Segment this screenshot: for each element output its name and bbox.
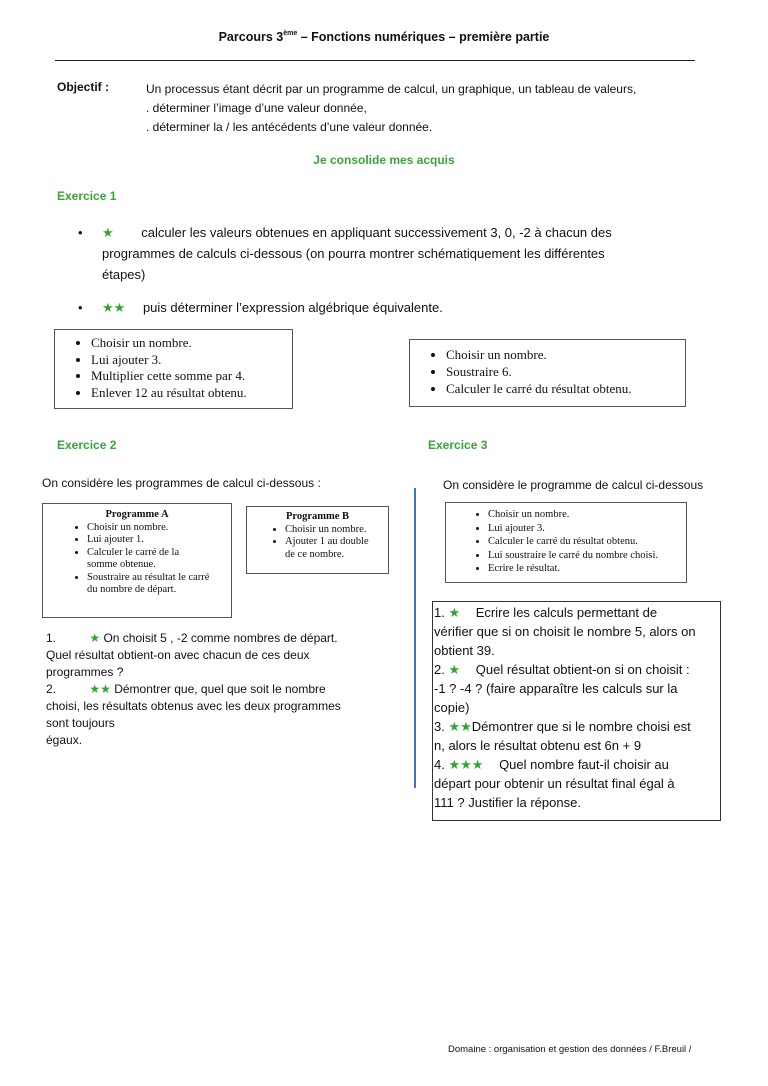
footer-text: Domaine : organisation et gestion des données / F.Breuil / <box>448 1044 692 1055</box>
title-text: Parcours 3 <box>218 30 284 44</box>
objective-line: . déterminer l’image d’une valeur donnée, <box>146 101 367 115</box>
program-a-box <box>42 503 232 618</box>
question-text: On choisit 5 , -2 comme nombres de départ. <box>103 631 338 645</box>
star-icon: ★ <box>448 662 461 677</box>
star-icon: ★★ <box>89 682 111 696</box>
question-4 <box>434 755 720 774</box>
question-number: 1. <box>46 631 57 645</box>
exercise-2-questions <box>46 630 376 749</box>
question-text: Démontrer que, quel que soit le nombre <box>114 682 326 696</box>
page-title <box>0 30 768 44</box>
question-text: Quel résultat obtient-on avec chacun de ces deux <box>46 648 310 662</box>
question-text: Quel résultat obtient-on si on choisit : <box>475 662 690 677</box>
program-a-title: Programme A <box>105 509 169 520</box>
program-step: • Calculer le carré du résultat obtenu. <box>446 380 685 397</box>
exercise-2-title: Exercice 2 <box>57 438 117 452</box>
question-text: obtient 39. <box>434 643 495 658</box>
program-step: • Lui ajouter 3. <box>91 352 292 369</box>
question-number: 4. <box>434 757 445 772</box>
star-icon: ★ <box>102 225 114 240</box>
program-step: • Choisir un nombre. <box>446 346 685 363</box>
program-step: • Choisir un nombre. <box>285 524 388 537</box>
item-text: puis déterminer l’expression algébrique équivalente. <box>142 300 443 315</box>
question-3 <box>434 717 720 736</box>
bullet: • <box>78 300 83 315</box>
title-suffix: – Fonctions numériques – première partie <box>297 30 550 44</box>
question-text: Démontrer que si le nombre choisi est <box>471 719 691 734</box>
program-box-2 <box>409 339 686 407</box>
objective-line: Un processus étant décrit par un programme de calcul, un graphique, un tableau de valeurs, <box>146 82 637 96</box>
exercise-1-item-2 <box>78 297 698 318</box>
question-1 <box>434 603 720 622</box>
bullet: • <box>78 225 83 240</box>
question-text: Quel nombre faut-il choisir au <box>499 757 669 772</box>
program-step: • Soustraire 6. <box>446 363 685 380</box>
program-step: • Calculer le carré de la somme obtenue. <box>87 547 187 572</box>
question-text: égaux. <box>46 733 83 747</box>
star-icon: ★★ <box>448 719 472 734</box>
question-text: programmes ? <box>46 665 124 679</box>
program-step: • Calculer le carré du résultat obtenu. <box>488 535 686 549</box>
star-icon: ★ <box>89 631 101 645</box>
question-text: 111 ? Justifier la réponse. <box>434 795 581 810</box>
question-1 <box>46 630 376 647</box>
question-number: 2. <box>434 662 445 677</box>
question-number: 1. <box>434 605 445 620</box>
program-box-1 <box>54 329 293 409</box>
program-step: • Choisir un nombre. <box>87 522 231 535</box>
section-title: Je consolide mes acquis <box>313 153 455 167</box>
question-text: Ecrire les calculs permettant de <box>475 605 658 620</box>
column-divider <box>414 488 416 788</box>
exercise-1-title: Exercice 1 <box>57 189 117 203</box>
question-text: départ pour obtenir un résultat final égal à <box>434 776 675 791</box>
exercise-3-intro: On considère le programme de calcul ci-dessous <box>443 478 704 492</box>
question-text: choisi, les résultats obtenus avec les deux programmes <box>46 699 341 713</box>
objective-label: Objectif : <box>57 80 110 94</box>
question-number: 2. <box>46 682 57 696</box>
star-icon: ★★★ <box>448 757 484 772</box>
objective-text <box>146 80 636 137</box>
program-step: • Choisir un nombre. <box>488 508 686 522</box>
item-text: programmes de calculs ci-dessous (on pourra montrer schématiquement les différentes <box>102 246 605 261</box>
item-text: étapes) <box>102 267 146 282</box>
program-b-box <box>246 506 389 574</box>
program-box-3 <box>445 502 687 583</box>
program-step: • Lui soustraire le carré du nombre choisi. <box>488 549 686 563</box>
item-text: calculer les valeurs obtenues en appliquant successivement 3, 0, -2 à chacun des <box>141 225 612 240</box>
title-superscript: ème <box>283 30 298 37</box>
program-step: • Enlever 12 au résultat obtenu. <box>91 385 292 402</box>
program-b-title: Programme B <box>285 511 350 522</box>
question-text: -1 ? -4 ? (faire apparaître les calculs sur la <box>434 681 678 696</box>
star-icon: ★★ <box>102 300 126 315</box>
question-text: n, alors le résultat obtenu est 6n + 9 <box>434 738 642 753</box>
exercise-3-questions-box <box>432 601 721 821</box>
exercise-2-intro: On considère les programmes de calcul ci-dessous : <box>42 476 321 490</box>
program-step: • Ecrire le résultat. <box>488 562 686 576</box>
question-text: vérifier que si on choisit le nombre 5, alors on <box>434 624 696 639</box>
program-step: • Lui ajouter 1. <box>87 534 231 547</box>
star-icon: ★ <box>448 605 461 620</box>
title-rule <box>55 60 695 61</box>
program-step: • Ajouter 1 au double de ce nombre. <box>285 536 380 561</box>
program-step: • Choisir un nombre. <box>91 335 292 352</box>
question-2 <box>46 681 376 698</box>
objective-line: . déterminer la / les antécédents d’une valeur donnée. <box>146 120 433 134</box>
exercise-3-title: Exercice 3 <box>428 438 488 452</box>
program-step: • Soustraire au résultat le carré du nombre de départ. <box>87 572 217 597</box>
exercise-1-item-1 <box>78 222 698 285</box>
question-text: sont toujours <box>46 716 115 730</box>
program-step: • Lui ajouter 3. <box>488 522 686 536</box>
question-text: copie) <box>434 700 470 715</box>
question-2 <box>434 660 720 679</box>
program-step: • Multiplier cette somme par 4. <box>91 368 292 385</box>
question-number: 3. <box>434 719 445 734</box>
